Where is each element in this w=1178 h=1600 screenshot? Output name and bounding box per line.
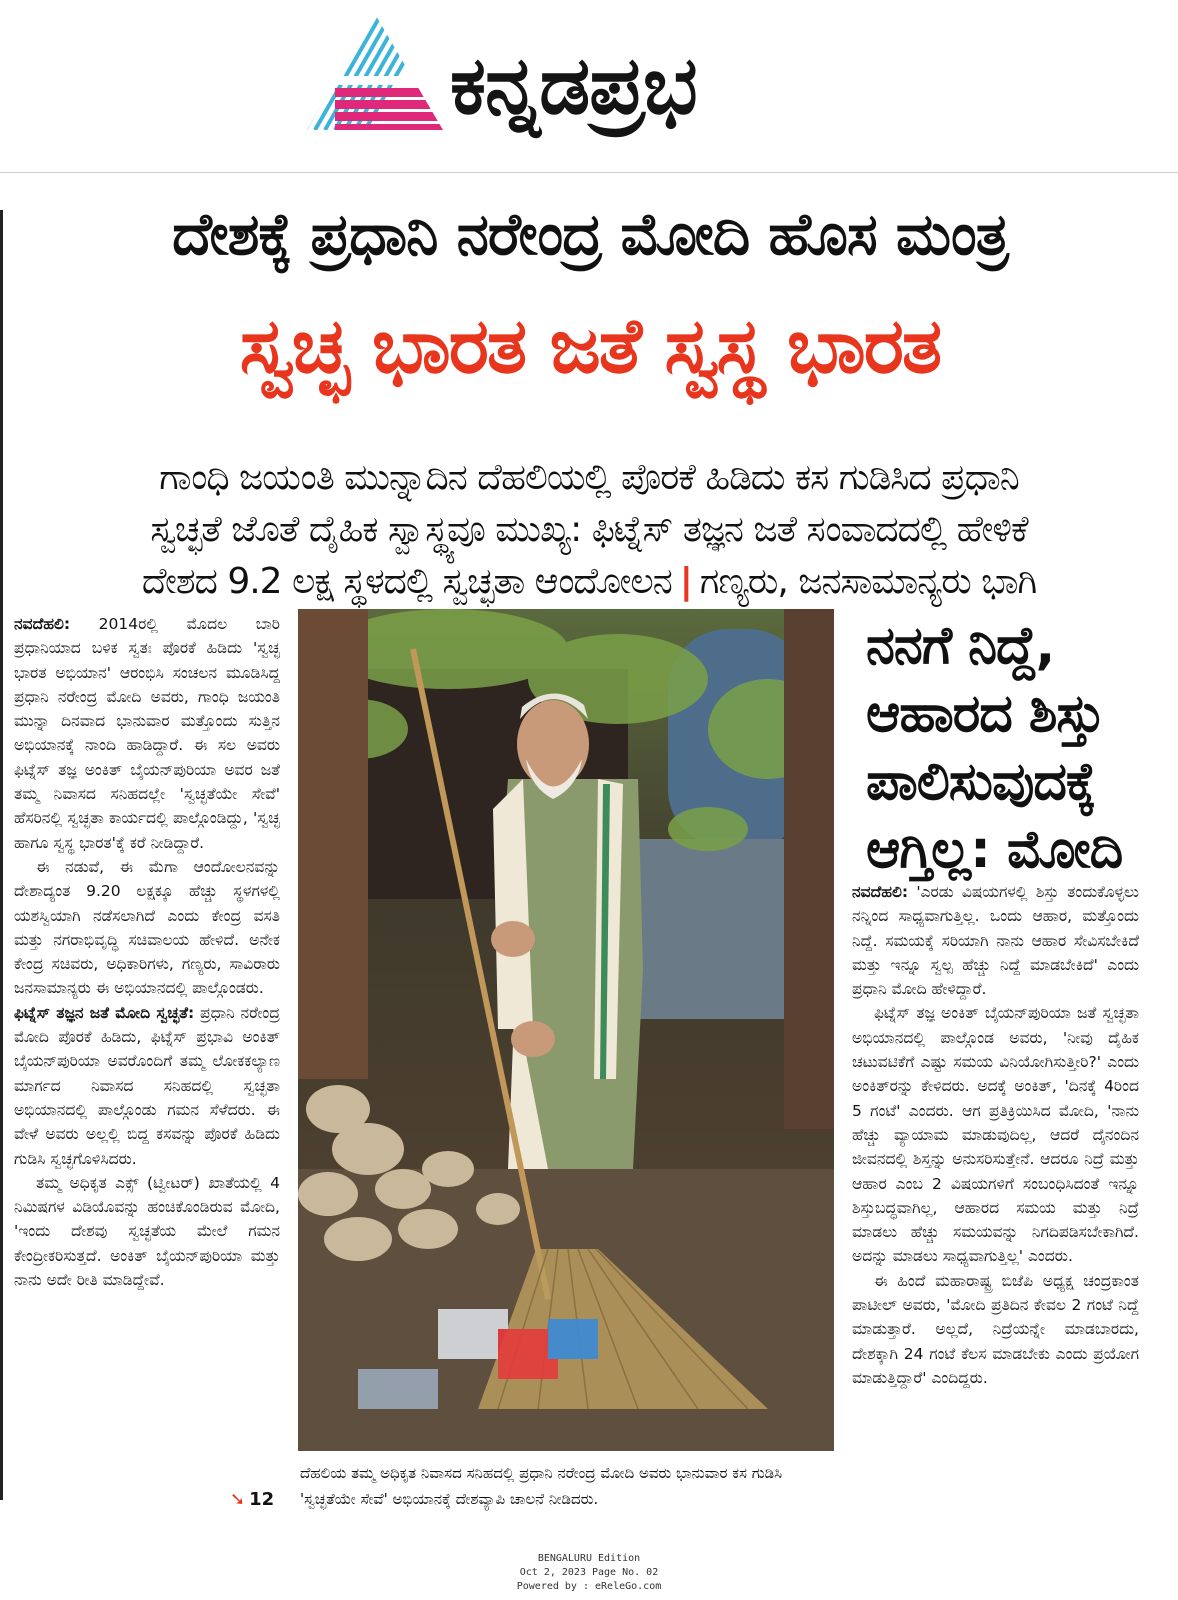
- deck-line-3: [14, 556, 1164, 608]
- dateline: ನವದೆಹಲಿ:: [852, 883, 909, 901]
- headline-kicker: ದೇಶಕ್ಕೆ ಪ್ರಧಾನಿ ನರೇಂದ್ರ ಮೋದಿ ಹೊಸ ಮಂತ್ರ: [172, 200, 1008, 268]
- footer-edition: BENGALURU Edition: [537, 1553, 641, 1564]
- article-paragraph: [852, 880, 1139, 1001]
- arrow-icon: ➘: [230, 1489, 246, 1510]
- photo-caption: ದೆಹಲಿಯ ತಮ್ಮ ಅಧಿಕೃತ ನಿವಾಸದ ಸನಿಹದಲ್ಲಿ ಪ್ರಧಾನಿ ನರೇಂದ್ರ ಮೋದಿ ಅವರು ಭಾನುವಾರ ಕಸ ಗುಡಿಸಿ 'ಸ್ವಚ್ಛತೆಯೇ ಸೇವೆ' ಅಭಿಯಾನಕ್ಕೆ ದೇಶವ್ಯಾಪಿ ಚಾಲನೆ ನೀಡಿದರು.: [300, 1464, 783, 1508]
- article-paragraph: ತಮ್ಮ ಅಧಿಕೃತ ಎಕ್ಸ್ (ಟ್ವೀಟರ್) ಖಾತೆಯಲ್ಲಿ 4 ನಿಮಿಷಗಳ ವಿಡಿಯೊವನ್ನು ಹಂಚಿಕೊಂಡಿರುವ ಮೋದಿ, 'ಇಂದು ದೇಶವು ಸ್ವಚ್ಛತೆಯ ಮೇಲೆ ಗಮನ ಕೇಂದ್ರೀಕರಿಸುತ್ತದೆ. ಅಂಕಿತ್ ಬೈಯನ್‌ಪುರಿಯಾ ಮತ್ತು ನಾನು ಅದೇ ರೀತಿ ಮಾಡಿದ್ದೇವೆ.: [14, 1173, 280, 1290]
- article-text: ಪ್ರಧಾನಿ ನರೇಂದ್ರ ಮೋದಿ ಪೊರಕೆ ಹಿಡಿದು, ಫಿಟ್ನೆಸ್ ಪ್ರಭಾವಿ ಅಂಕಿತ್ ಬೈಯನ್‌ಪುರಿಯಾ ಅವರೊಂದಿಗೆ ತಮ್ಮ ಲೋಕಕಲ್ಯಾಣ ಮಾರ್ಗದ ನಿವಾಸದ ಸನಿಹದಲ್ಲಿ ಸ್ವಚ್ಛತಾ ಅಭಿಯಾನದಲ್ಲಿ ಪಾಲ್ಗೊಂಡು ಗಮನ ಸೆಳೆದರು. ಈ ವೇಳೆ ಅವರು ಅಲ್ಲಲ್ಲಿ ಬಿದ್ದ ಕಸವನ್ನು ಪೊರಕೆ ಹಿಡಿದು ಗುಡಿಸಿ ಸ್ವಚ್ಛಗೊಳಿಸಿದರು.: [14, 1003, 280, 1168]
- page-edge-rule: [0, 210, 3, 1500]
- side-article-headline: ನನಗೆ ನಿದ್ದೆ, ಆಹಾರದ ಶಿಸ್ತು ಪಾಲಿಸುವುದಕ್ಕೆ ಆಗ್ತಿಲ್ಲ: ಮೋದಿ: [866, 616, 1123, 880]
- photo-illustration: [298, 609, 834, 1451]
- footer-date-page: Oct 2, 2023 Page No. 02: [519, 1567, 659, 1578]
- article-subhead: ಫಿಟ್ನೆಸ್ ತಜ್ಞನ ಜತೆ ಮೋದಿ ಸ್ವಚ್ಛತೆ:: [14, 1003, 195, 1022]
- deck-line-3-part-b: ಗಣ್ಯರು, ಜನಸಾಮಾನ್ಯರು ಭಾಗಿ: [699, 561, 1037, 602]
- article-text: 'ಎರಡು ವಿಷಯಗಳಲ್ಲಿ ಶಿಸ್ತು ತಂದುಕೊಳ್ಳಲು ನನ್ನಿಂದ ಸಾಧ್ಯವಾಗುತ್ತಿಲ್ಲ. ಒಂದು ಆಹಾರ, ಮತ್ತೊಂದು ನಿದ್ದೆ. ಸಮಯಕ್ಕೆ ಸರಿಯಾಗಿ ನಾನು ಆಹಾರ ಸೇವಿಸಬೇಕಿದೆ ಮತ್ತು ಇನ್ನೂ ಸ್ವಲ್ಪ ಹೆಚ್ಚು ನಿದ್ದೆ ಮಾಡಬೇಕಿದೆ' ಎಂದು ಪ್ರಧಾನಿ ಮೋದಿ ಹೇಳಿದ್ದಾರೆ.: [852, 883, 1139, 999]
- article-text: 2014ರಲ್ಲಿ ಮೊದಲ ಬಾರಿ ಪ್ರಧಾನಿಯಾದ ಬಳಿಕ ಸ್ವತಃ ಪೊರಕೆ ಹಿಡಿದು 'ಸ್ವಚ್ಛ ಭಾರತ ಅಭಿಯಾನ' ಆರಂಭಿಸಿ ಸಂಚಲನ ಮೂಡಿಸಿದ್ದ ಪ್ರಧಾನಿ ನರೇಂದ್ರ ಮೋದಿ ಅವರು, ಗಾಂಧಿ ಜಯಂತಿ ಮುನ್ನಾ ದಿನವಾದ ಭಾನುವಾರ ಮತ್ತೊಂದು ಸುತ್ತಿನ ಅಭಿಯಾನಕ್ಕೆ ನಾಂದಿ ಹಾಡಿದ್ದಾರೆ. ಈ ಸಲ ಅವರು ಫಿಟ್ನೆಸ್ ತಜ್ಞ ಅಂಕಿತ್ ಬೈಯನ್‌ಪುರಿಯಾ ಅವರ ಜತೆ ತಮ್ಮ ನಿವಾಸದ ಸನಿಹದಲ್ಲೇ 'ಸ್ವಚ್ಛತೆಯೇ ಸೇವೆ' ಹೆಸರಿನಲ್ಲಿ ಸ್ವಚ್ಛತಾ ಕಾರ್ಯದಲ್ಲಿ ಪಾಲ್ಗೊಂಡಿದ್ದು, 'ಸ್ವಚ್ಛ ಹಾಗೂ ಸ್ವಸ್ಥ ಭಾರತ'ಕ್ಕೆ ಕರೆ ನೀಡಿದ್ದಾರೆ.: [14, 615, 280, 852]
- main-article-body: [14, 612, 280, 1532]
- masthead: [0, 0, 1178, 173]
- deck-line-1: ಗಾಂಧಿ ಜಯಂತಿ ಮುನ್ನಾದಿನ ದೆಹಲಿಯಲ್ಲಿ ಪೊರಕೆ ಹಿಡಿದು ಕಸ ಗುಡಿಸಿದ ಪ್ರಧಾನಿ: [159, 457, 1019, 498]
- article-paragraph: [14, 1001, 280, 1171]
- article-paragraph: ಫಿಟ್ನೆಸ್ ತಜ್ಞ ಅಂಕಿತ್ ಬೈಯನ್‌ಪುರಿಯಾ ಜತೆ ಸ್ವಚ್ಛತಾ ಅಭಿಯಾನದಲ್ಲಿ ಪಾಲ್ಗೊಂಡ ಅವರು, 'ನೀವು ದೈಹಿಕ ಚಟುವಟಿಕೆಗೆ ಎಷ್ಟು ಸಮಯ ವಿನಿಯೋಗಿಸುತ್ತೀರಿ?' ಎಂದು ಅಂಕಿತ್‌ರನ್ನು ಕೇಳಿದರು. ಅದಕ್ಕೆ ಅಂಕಿತ್, 'ದಿನಕ್ಕೆ 4ರಿಂದ 5 ಗಂಟೆ' ಎಂದರು. ಆಗ ಪ್ರತಿಕ್ರಿಯಿಸಿದ ಮೋದಿ, 'ನಾನು ಹೆಚ್ಚು ವ್ಯಾಯಾಮ ಮಾಡುವುದಿಲ್ಲ, ಆದರೆ ದೈನಂದಿನ ಜೀವನದಲ್ಲಿ ಶಿಸ್ತನ್ನು ಅನುಸರಿಸುತ್ತೇನೆ. ಆದರೂ ನಿದ್ರೆ ಮತ್ತು ಆಹಾರ ಎಂಬ 2 ವಿಷಯಗಳಿಗೆ ಸಂಬಂಧಿಸಿದಂತೆ ಇನ್ನೂ ಶಿಸ್ತುಬದ್ಧವಾಗಿಲ್ಲ, ಆಹಾರದ ಸಮಯ ಮತ್ತು ನಿದ್ರೆ ಮಾಡಲು ಹೆಚ್ಚು ಸಮಯವನ್ನು ನಿಗದಿಪಡಿಸಬೇಕಾಗಿದೆ. ಅದನ್ನು ಮಾಡಲು ಸಾಧ್ಯವಾಗುತ್ತಿಲ್ಲ' ಎಂದರು.: [852, 1004, 1139, 1266]
- continued-page-number: 12: [249, 1489, 275, 1510]
- deck-separator: |: [679, 561, 692, 602]
- page-footer: [0, 1552, 1178, 1594]
- deck-line-3-part-a: ದೇಶದ 9.2 ಲಕ್ಷ ಸ್ಥಳದಲ್ಲಿ ಸ್ವಚ್ಛತಾ ಆಂದೋಲನ: [141, 561, 672, 602]
- deck-line-2: ಸ್ವಚ್ಛತೆ ಜೊತೆ ದೈಹಿಕ ಸ್ವಾಸ್ಥ್ಯವೂ ಮುಖ್ಯ: ಫಿಟ್ನೆಸ್ ತಜ್ಞನ ಜತೆ ಸಂವಾದದಲ್ಲಿ ಹೇಳಿಕೆ: [150, 509, 1028, 550]
- kannadaprabha-logo: [305, 12, 445, 134]
- dateline: ನವದೆಹಲಿ:: [14, 615, 71, 633]
- article-paragraph: ಈ ಹಿಂದೆ ಮಹಾರಾಷ್ಟ್ರ ಬಿಜೆಪಿ ಅಧ್ಯಕ್ಷ ಚಂದ್ರಕಾಂತ ಪಾಟೀಲ್ ಅವರು, 'ಮೋದಿ ಪ್ರತಿದಿನ ಕೇವಲ 2 ಗಂಟೆ ನಿದ್ದೆ ಮಾಡುತ್ತಾರೆ. ಅಲ್ಲದೆ, ನಿದ್ರೆಯನ್ನೇ ಮಾಡಬಾರದು, ದೇಶಕ್ಕಾಗಿ 24 ಗಂಟೆ ಕೆಲಸ ಮಾಡಬೇಕು ಎಂದು ಪ್ರಯೋಗ ಮಾಡುತ್ತಿದ್ದಾರೆ' ಎಂದಿದ್ದರು.: [852, 1271, 1139, 1387]
- footer-powered-by[interactable]: Powered by : eReleGo.com: [516, 1581, 662, 1592]
- headline-main: ಸ್ವಚ್ಛ ಭಾರತ ಜತೆ ಸ್ವಸ್ಥ ಭಾರತ: [239, 301, 941, 390]
- article-paragraph: ಈ ನಡುವೆ, ಈ ಮೆಗಾ ಆಂದೋಲನವನ್ನು ದೇಶಾದ್ಯಂತ 9.20 ಲಕ್ಷಕ್ಕೂ ಹೆಚ್ಚು ಸ್ಥಳಗಳಲ್ಲಿ ಯಶಸ್ವಿಯಾಗಿ ನಡೆಸಲಾಗಿದೆ ಎಂದು ಕೇಂದ್ರ ವಸತಿ ಮತ್ತು ನಗರಾಭಿವೃದ್ಧಿ ಸಚಿವಾಲಯ ಹೇಳಿದೆ. ಅನೇಕ ಕೇಂದ್ರ ಸಚಿವರು, ಅಧಿಕಾರಿಗಳು, ಗಣ್ಯರು, ಸಾವಿರಾರು ಜನಸಾಮಾನ್ಯರು ಈ ಅಭಿಯಾನದಲ್ಲಿ ಪಾಲ್ಗೊಂಡರು.: [14, 857, 280, 998]
- news-photo: [298, 609, 834, 1451]
- masthead-title: ಕನ್ನಡಪ್ರಭ: [450, 39, 697, 132]
- article-paragraph: [14, 612, 280, 855]
- side-article-body: [852, 880, 1139, 1540]
- continued-page-ref[interactable]: [230, 1489, 274, 1510]
